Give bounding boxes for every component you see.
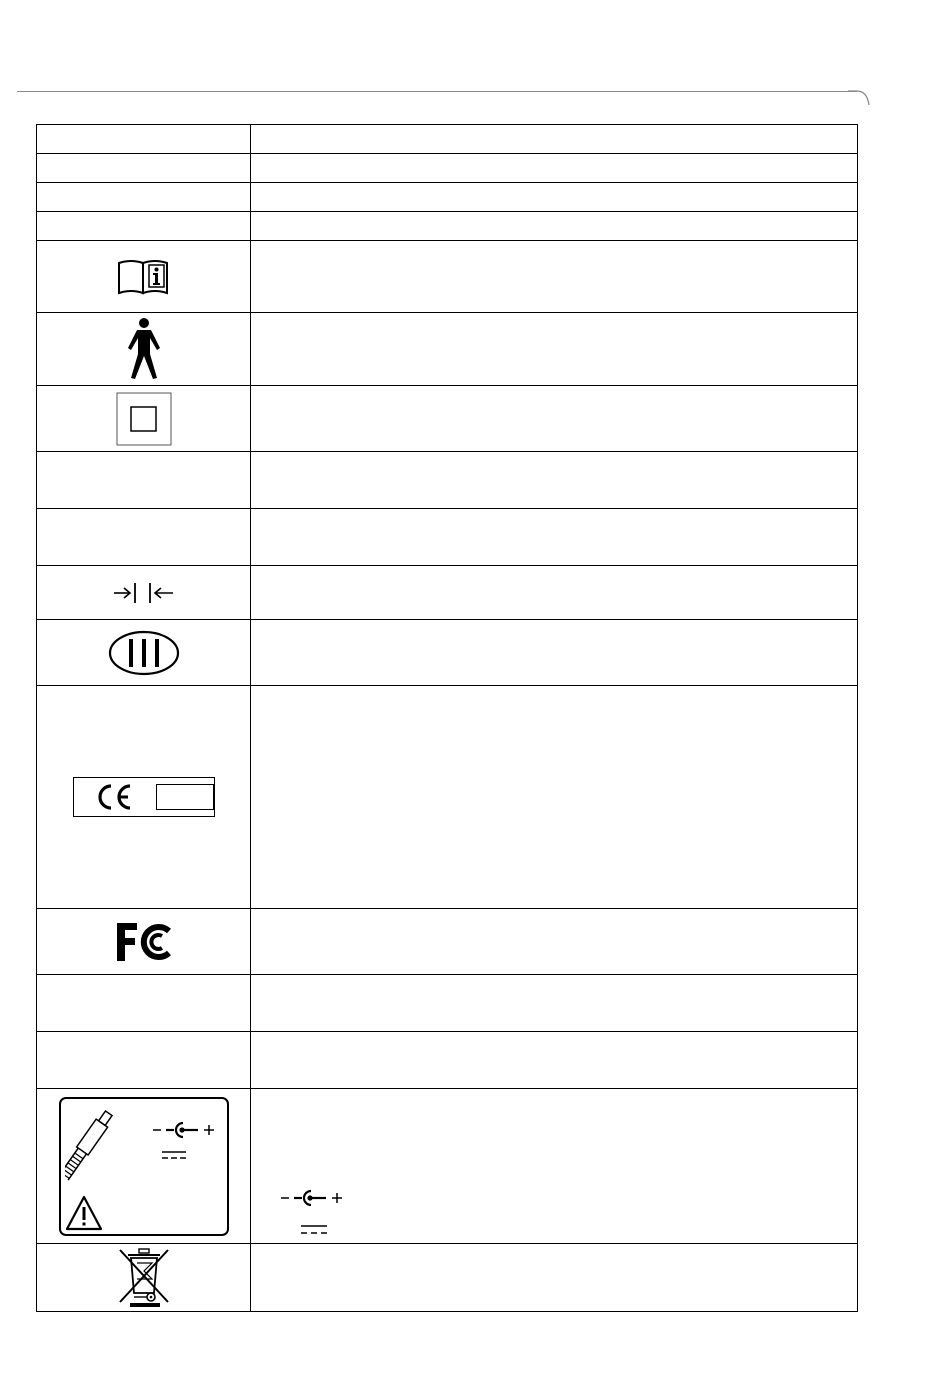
ce-letters-icon (94, 782, 134, 812)
polarity-icon (280, 1187, 350, 1209)
description-cell (251, 686, 858, 909)
table-row (37, 386, 858, 452)
header-rule (17, 91, 857, 92)
symbol-cell (37, 1244, 251, 1312)
table-row (37, 313, 858, 386)
symbol-cell (37, 452, 251, 509)
table-row (37, 566, 858, 620)
table-row (37, 909, 858, 975)
warning-triangle-icon (65, 1195, 103, 1231)
header-rule-corner (848, 90, 872, 110)
symbol-cell (37, 125, 251, 154)
dc-current-icon (161, 1150, 187, 1160)
symbol-cell (37, 1032, 251, 1089)
description-cell (251, 241, 858, 313)
double-insulation-icon (116, 392, 172, 446)
table-row (37, 212, 858, 241)
power-adapter-label-icon (59, 1097, 229, 1236)
table-row (37, 154, 858, 183)
symbol-cell (37, 686, 251, 909)
polarity-legend (251, 1092, 857, 1240)
description-cell (251, 386, 858, 452)
protection-class-iii-icon (107, 629, 181, 677)
table-row (37, 125, 858, 154)
description-cell (251, 183, 858, 212)
description-cell (251, 125, 858, 154)
table-row (37, 686, 858, 909)
symbol-cell (37, 620, 251, 686)
symbol-cell (37, 183, 251, 212)
type-bf-body-icon (124, 318, 164, 380)
ce-mark-icon (73, 777, 215, 817)
adapter-plug-icon (65, 1105, 135, 1185)
table-row (37, 452, 858, 509)
description-cell (251, 452, 858, 509)
table-row (37, 241, 858, 313)
description-cell (251, 1244, 858, 1312)
table-row (37, 975, 858, 1032)
symbols-table (36, 124, 858, 1312)
description-cell (251, 1089, 858, 1244)
description-cell (251, 909, 858, 975)
table-row (37, 183, 858, 212)
dc-current-icon (300, 1224, 328, 1236)
symbol-cell (37, 909, 251, 975)
table-row (37, 1032, 858, 1089)
table-row (37, 620, 858, 686)
weee-crossed-bin-icon (116, 1247, 172, 1309)
symbol-cell (37, 975, 251, 1032)
symbol-cell (37, 509, 251, 566)
description-cell (251, 154, 858, 183)
description-cell (251, 566, 858, 620)
description-cell (251, 620, 858, 686)
polarity-icon (152, 1119, 222, 1141)
symbol-cell (37, 1089, 251, 1244)
gap-arrows-icon (112, 582, 176, 604)
symbol-cell (37, 566, 251, 620)
ce-notified-body-box (156, 784, 214, 810)
symbol-cell (37, 154, 251, 183)
table-row (37, 509, 858, 566)
table-row (37, 1244, 858, 1312)
symbol-cell (37, 386, 251, 452)
symbol-cell (37, 241, 251, 313)
instructions-book-icon (116, 257, 172, 297)
symbol-cell (37, 212, 251, 241)
fcc-logo-icon (115, 921, 173, 963)
description-cell (251, 975, 858, 1032)
description-cell (251, 1032, 858, 1089)
table-row (37, 1089, 858, 1244)
description-cell (251, 313, 858, 386)
symbol-cell (37, 313, 251, 386)
description-cell (251, 212, 858, 241)
description-cell (251, 509, 858, 566)
